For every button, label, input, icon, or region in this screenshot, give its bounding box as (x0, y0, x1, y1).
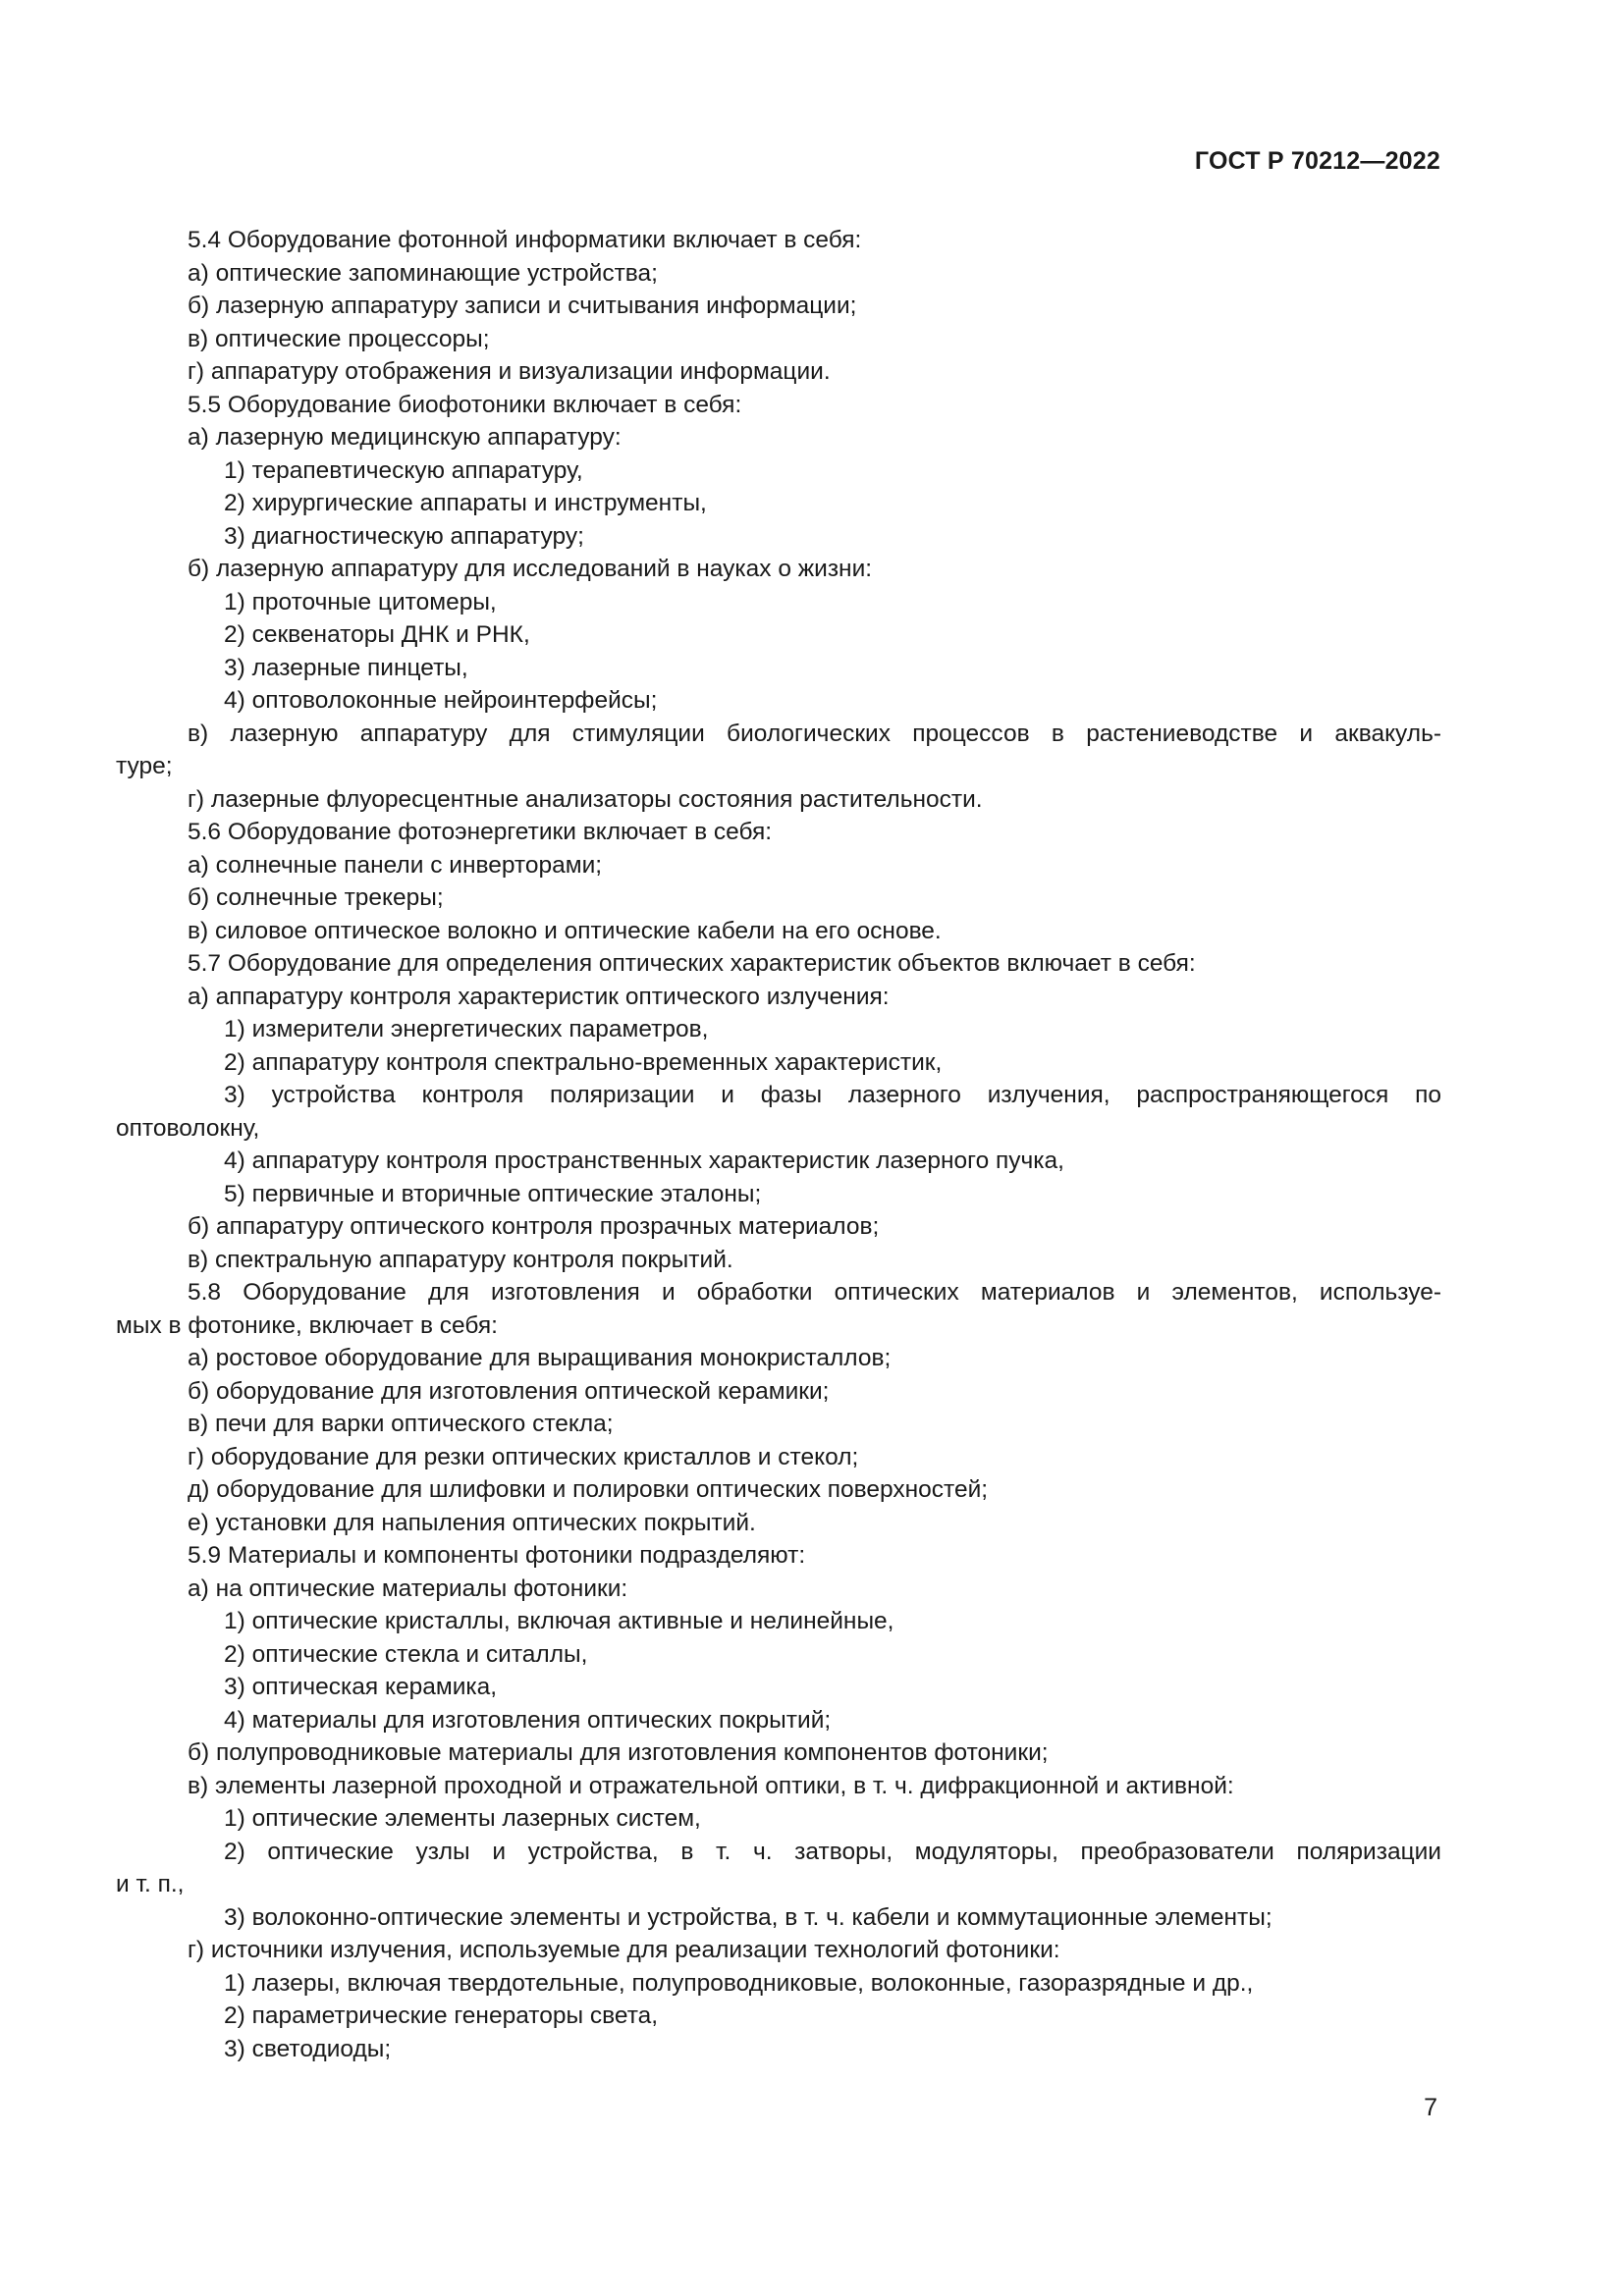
text-line: 3) лазерные пинцеты, (224, 654, 468, 681)
text-line: 2) параметрические генераторы света, (224, 2002, 659, 2029)
text-line: г) оборудование для резки оптических кристаллов и стекол; (188, 1443, 859, 1470)
text-line: в) спектральную аппаратуру контроля покрытий. (188, 1246, 733, 1273)
page-number: 7 (1424, 2094, 1437, 2121)
text-line: 1) оптические элементы лазерных систем, (224, 1805, 701, 1832)
text-line: е) установки для напыления оптических покрытий. (188, 1509, 756, 1536)
text-line: 3) оптическая керамика, (224, 1674, 498, 1700)
text-line: г) аппаратуру отображения и визуализации информации. (188, 358, 831, 385)
text-line: а) аппаратуру контроля характеристик оптического излучения: (188, 983, 890, 1010)
text-line: 5.7 Оборудование для определения оптических характеристик объектов включает в себя: (188, 950, 1196, 977)
text-line: а) солнечные панели с инверторами; (188, 851, 603, 879)
text-line: в) печи для варки оптического стекла; (188, 1411, 614, 1437)
text-line: 2) оптические узлы и устройства, в т. ч. затворы, модуляторы, преобразователи поляризации (224, 1838, 1441, 1865)
text-line: а) на оптические материалы фотоники: (188, 1575, 628, 1602)
text-line: 4) аппаратуру контроля пространственных характеристик лазерного пучка, (224, 1148, 1064, 1174)
text-line: 1) измерители энергетических параметров, (224, 1016, 709, 1042)
text-line: б) оборудование для изготовления оптической керамики; (188, 1377, 830, 1405)
text-line: 2) секвенаторы ДНК и РНК, (224, 621, 530, 648)
text-line: 5.6 Оборудование фотоэнергетики включает в себя: (188, 819, 773, 845)
text-line: б) солнечные трекеры; (188, 884, 444, 911)
text-line: 1) лазеры, включая твердотельные, полупроводниковые, волоконные, газоразрядные и др., (224, 1969, 1254, 1997)
text-line: 3) волоконно-оптические элементы и устройства, в т. ч. кабели и коммутационные элементы; (224, 1903, 1272, 1931)
text-line: 3) диагностическую аппаратуру; (224, 522, 584, 550)
text-line: оптоволокну, (116, 1114, 260, 1142)
text-line: 1) оптические кристаллы, включая активные и нелинейные, (224, 1608, 894, 1634)
text-line: 3) устройства контроля поляризации и фазы лазерного излучения, распространяющегося по (224, 1082, 1441, 1108)
text-line: г) лазерные флуоресцентные анализаторы состояния растительности. (188, 785, 983, 813)
text-line: г) источники излучения, используемые для реализации технологий фотоники: (188, 1937, 1060, 1963)
text-line: 2) аппаратуру контроля спектрально-временных характеристик, (224, 1048, 943, 1076)
text-line: 2) хирургические аппараты и инструменты, (224, 490, 707, 516)
text-line: в) силовое оптическое волокно и оптические кабели на его основе. (188, 917, 942, 944)
text-line: 5.8 Оборудование для изготовления и обработки оптических материалов и элементов, используе- (188, 1279, 1441, 1306)
text-line: 2) оптические стекла и ситаллы, (224, 1640, 588, 1668)
text-line: б) полупроводниковые материалы для изготовления компонентов фотоники; (188, 1739, 1049, 1766)
text-line: д) оборудование для шлифовки и полировки оптических поверхностей; (188, 1476, 989, 1503)
document-header-id: ГОСТ Р 70212—2022 (1194, 147, 1440, 175)
text-line: 1) терапевтическую аппаратуру, (224, 456, 583, 484)
text-line: 5.4 Оборудование фотонной информатики включает в себя: (188, 227, 862, 253)
text-line: в) элементы лазерной проходной и отражательной оптики, в т. ч. дифракционной и активной: (188, 1772, 1234, 1799)
text-line: 5.9 Материалы и компоненты фотоники подразделяют: (188, 1542, 806, 1569)
text-line: 5) первичные и вторичные оптические эталоны; (224, 1180, 762, 1207)
text-line: б) лазерную аппаратуру записи и считывания информации; (188, 293, 857, 319)
text-line: в) лазерную аппаратуру для стимуляции биологических процессов в растениеводстве и аквакуль- (188, 720, 1441, 747)
text-line: 3) светодиоды; (224, 2035, 392, 2062)
text-line: 5.5 Оборудование биофотоники включает в себя: (188, 391, 742, 418)
document-body (116, 224, 1441, 2065)
text-line: а) лазерную медицинскую аппаратуру: (188, 424, 622, 451)
text-line: 4) оптоволоконные нейроинтерфейсы; (224, 687, 658, 714)
text-line: и т. п., (116, 1871, 185, 1897)
text-line: 1) проточные цитомеры, (224, 588, 497, 615)
text-line: туре; (116, 753, 173, 779)
text-line: б) аппаратуру оптического контроля прозрачных материалов; (188, 1213, 880, 1240)
text-line: а) оптические запоминающие устройства; (188, 259, 658, 287)
text-line: б) лазерную аппаратуру для исследований в науках о жизни: (188, 556, 873, 582)
text-line: мых в фотонике, включает в себя: (116, 1311, 498, 1339)
text-line: в) оптические процессоры; (188, 325, 490, 352)
text-line: 4) материалы для изготовления оптических покрытий; (224, 1706, 832, 1734)
text-line: а) ростовое оборудование для выращивания монокристаллов; (188, 1345, 892, 1371)
